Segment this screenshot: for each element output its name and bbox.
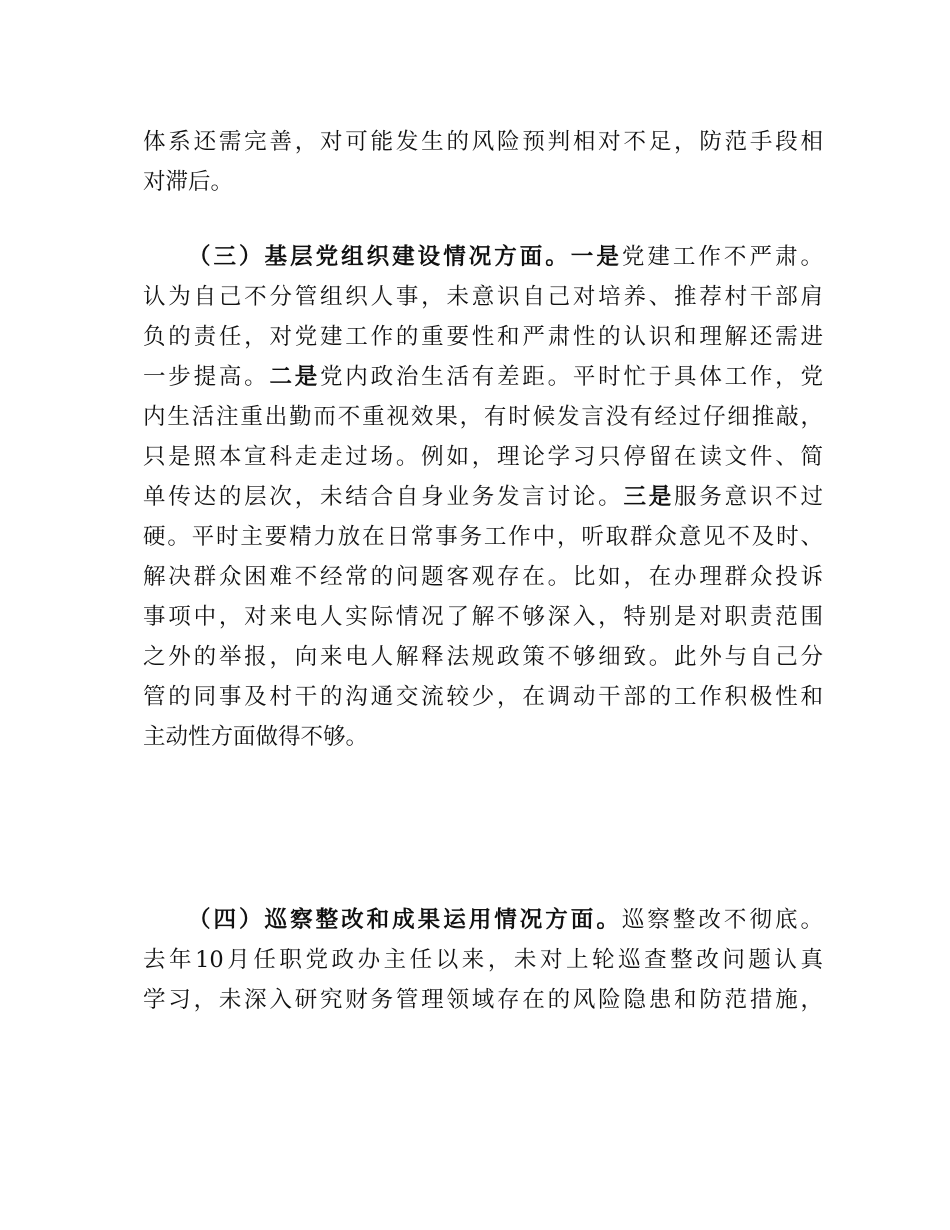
paragraph-line: 学习，未深入研究财务管理领域存在的风险隐患和防范措施， xyxy=(143,987,823,1013)
paragraph-line: 去年10月任职党政办主任以来，未对上轮巡查整改问题认真 xyxy=(143,947,823,973)
point-label: 三是 xyxy=(623,484,675,510)
point-label: 一是 xyxy=(570,244,622,270)
paragraph-line: 体系还需完善，对可能发生的风险预判相对不足，防范手段相 xyxy=(143,129,823,155)
paragraph-line xyxy=(143,477,823,517)
paragraph-line: 负的责任，对党建工作的重要性和严肃性的认识和理解还需进 xyxy=(143,324,823,350)
paragraph-text: 党内政治生活有差距。平时忙于具体工作，党 xyxy=(320,364,823,390)
paragraph-line: 主动性方面做得不够。 xyxy=(143,724,369,750)
section-3-paragraph xyxy=(143,237,823,757)
paragraph-line: 硬。平时主要精力放在日常事务工作中，听取群众意见不及时、 xyxy=(143,524,823,550)
paragraph-line: 对滞后。 xyxy=(143,169,234,195)
paragraph-text: 单传达的层次，未结合自身业务发言讨论。 xyxy=(143,484,624,510)
point-label: 二是 xyxy=(269,364,321,390)
paragraph-text: 巡察整改不彻底。 xyxy=(621,907,823,933)
paragraph-line: 管的同事及村干的沟通交流较少，在调动干部的工作积极性和 xyxy=(143,684,823,710)
paragraph-line: 认为自己不分管组织人事，未意识自己对培养、推荐村干部肩 xyxy=(143,284,823,310)
paragraph-line: 事项中，对来电人实际情况了解不够深入，特别是对职责范围 xyxy=(143,604,823,630)
paragraph-line: 内生活注重出勤而不重视效果，有时候发言没有经过仔细推敲， xyxy=(143,404,823,430)
paragraph-line xyxy=(143,900,823,940)
section-4-paragraph xyxy=(143,900,823,1020)
paragraph-line: 之外的举报，向来电人解释法规政策不够细致。此外与自己分 xyxy=(143,644,823,670)
paragraph-line: 只是照本宣科走走过场。例如，理论学习只停留在读文件、简 xyxy=(143,444,823,470)
paragraph-text: 服务意识不过 xyxy=(674,484,823,510)
continuation-paragraph xyxy=(143,122,823,202)
paragraph-line xyxy=(143,237,823,277)
section-heading: （三）基层党组织建设情况方面。 xyxy=(188,244,571,270)
paragraph-text: 一步提高。 xyxy=(143,364,270,390)
paragraph-text: 党建工作不严肃。 xyxy=(621,244,823,270)
paragraph-line: 解决群众困难不经常的问题客观存在。比如，在办理群众投诉 xyxy=(143,564,823,590)
paragraph-line xyxy=(143,357,823,397)
section-heading: （四）巡察整改和成果运用情况方面。 xyxy=(188,907,622,933)
